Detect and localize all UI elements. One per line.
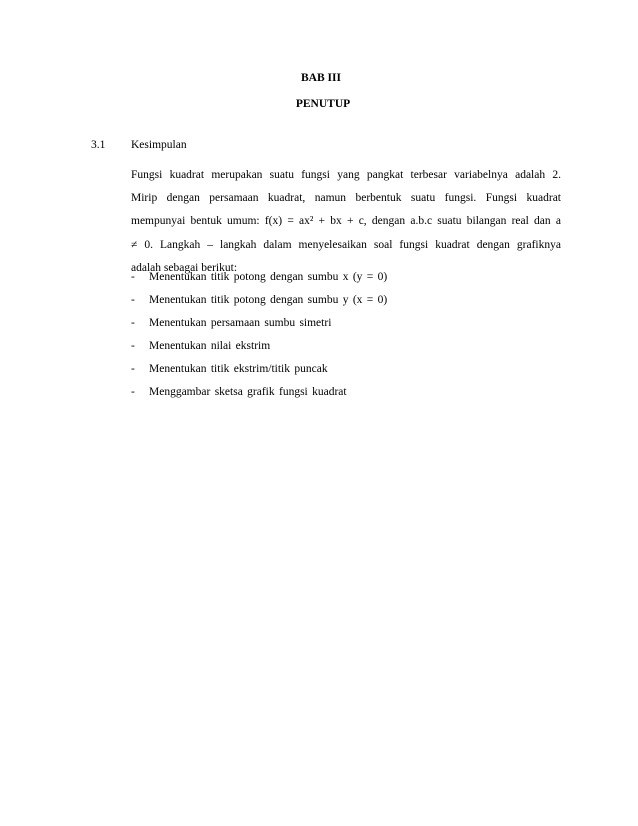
- list-bullet: -: [131, 317, 135, 329]
- list-bullet: -: [131, 271, 135, 283]
- chapter-title: PENUTUP: [295, 98, 351, 110]
- paragraph-line: ≠ 0. Langkah – langkah dalam menyelesaikan soal fungsi kuadrat dengan grafiknya: [131, 238, 561, 251]
- list-bullet: -: [131, 363, 135, 375]
- list-bullet: -: [131, 386, 135, 398]
- section-number: 3.1: [91, 139, 106, 151]
- list-item-text: Menentukan titik potong dengan sumbu x (y = 0): [149, 271, 388, 283]
- paragraph-line: mempunyai bentuk umum: f(x) = ax² + bx + c, dengan a.b.c suatu bilangan real dan a: [131, 215, 561, 228]
- list-item-text: Menentukan persamaan sumbu simetri: [149, 317, 332, 329]
- chapter-number: BAB III: [301, 72, 341, 84]
- list-bullet: -: [131, 294, 135, 306]
- list-bullet: -: [131, 340, 135, 352]
- paragraph-line: adalah sebagai berikut:: [131, 261, 238, 274]
- conclusion-paragraph: [131, 164, 561, 280]
- paragraph-line: Fungsi kuadrat merupakan suatu fungsi yang pangkat terbesar variabelnya adalah 2.: [131, 169, 561, 181]
- list-item-text: Menentukan titik ekstrim/titik puncak: [149, 363, 328, 375]
- paragraph-line: Mirip dengan persamaan kuadrat, namun berbentuk suatu fungsi. Fungsi kuadrat: [131, 192, 561, 205]
- list-item-text: Menggambar sketsa grafik fungsi kuadrat: [149, 386, 347, 398]
- list-item-text: Menentukan nilai ekstrim: [149, 340, 271, 352]
- section-heading: Kesimpulan: [131, 139, 187, 151]
- list-item-text: Menentukan titik potong dengan sumbu y (x = 0): [149, 294, 388, 306]
